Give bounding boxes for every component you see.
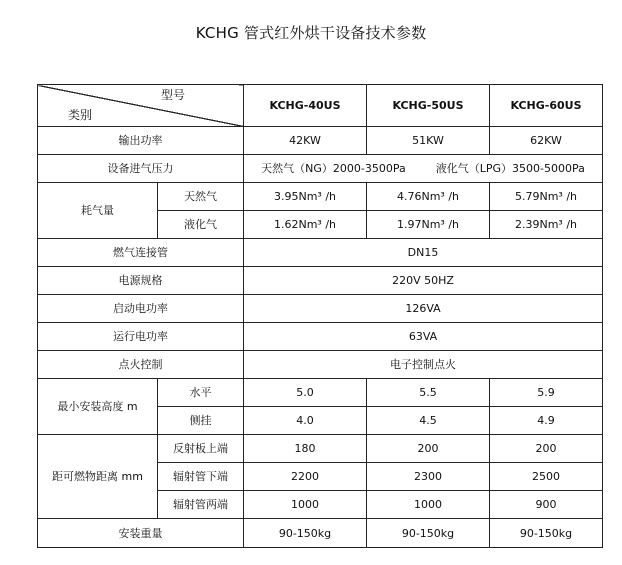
table-row — [38, 155, 603, 183]
table-row — [38, 239, 603, 267]
spec-table — [37, 84, 603, 548]
cell-value: 1.97Nm³ /h — [367, 211, 490, 239]
cell-value: 900 — [490, 491, 603, 519]
cell-value: 200 — [490, 435, 603, 463]
page-title: KCHG 管式红外烘干设备技术参数 — [195, 24, 427, 42]
cell-value: 90-150kg — [244, 519, 367, 548]
cell-value: 电子控制点火 — [244, 351, 603, 379]
row-label-min-height: 最小安装高度 m — [38, 379, 158, 435]
sub-label-tube-bottom: 辐射管下端 — [158, 463, 244, 491]
sub-label-horizontal: 水平 — [158, 379, 244, 407]
cell-value: 62KW — [490, 127, 603, 155]
sub-label-side: 侧挂 — [158, 407, 244, 435]
inlet-pressure-values — [244, 155, 603, 183]
sub-label-lpg: 液化气 — [158, 211, 244, 239]
cell-value: 90-150kg — [367, 519, 490, 548]
table-row — [38, 435, 603, 463]
cell-value: 1000 — [367, 491, 490, 519]
cell-value: 2500 — [490, 463, 603, 491]
cell-value: 51KW — [367, 127, 490, 155]
cell-value: 200 — [367, 435, 490, 463]
cell-value: 4.76Nm³ /h — [367, 183, 490, 211]
cell-value: 2200 — [244, 463, 367, 491]
table-row — [38, 519, 603, 548]
table-row — [38, 323, 603, 351]
cell-value: 5.9 — [490, 379, 603, 407]
cell-value: 2.39Nm³ /h — [490, 211, 603, 239]
row-label-weight: 安装重量 — [38, 519, 244, 548]
row-label-power-supply: 电源规格 — [38, 267, 244, 295]
cell-value: DN15 — [244, 239, 603, 267]
header-diagonal-cell — [38, 85, 244, 127]
table-row — [38, 127, 603, 155]
cell-value: 2300 — [367, 463, 490, 491]
cell-value: 4.0 — [244, 407, 367, 435]
row-label-clearance: 距可燃物距离 mm — [38, 435, 158, 519]
cell-value: 4.9 — [490, 407, 603, 435]
row-label-startup-power: 启动电功率 — [38, 295, 244, 323]
row-label-output-power: 输出功率 — [38, 127, 244, 155]
cell-value: 220V 50HZ — [244, 267, 603, 295]
sub-label-natural-gas: 天然气 — [158, 183, 244, 211]
cell-value: 1000 — [244, 491, 367, 519]
sub-label-reflector-top: 反射板上端 — [158, 435, 244, 463]
cell-value: 5.5 — [367, 379, 490, 407]
table-row — [38, 379, 603, 407]
cell-value: 1.62Nm³ /h — [244, 211, 367, 239]
row-label-consumption: 耗气量 — [38, 183, 158, 239]
cell-value: 63VA — [244, 323, 603, 351]
table-row — [38, 267, 603, 295]
cell-value: 3.95Nm³ /h — [244, 183, 367, 211]
row-label-running-power: 运行电功率 — [38, 323, 244, 351]
cell-value: 5.0 — [244, 379, 367, 407]
cell-value: 126VA — [244, 295, 603, 323]
row-label-gas-connection: 燃气连接管 — [38, 239, 244, 267]
row-label-ignition: 点火控制 — [38, 351, 244, 379]
table-row — [38, 183, 603, 211]
row-label-inlet-pressure: 设备进气压力 — [38, 155, 244, 183]
header-model-40us: KCHG-40US — [244, 85, 367, 127]
header-model-60us: KCHG-60US — [490, 85, 603, 127]
header-category-label: 类别 — [68, 108, 93, 122]
table-row — [38, 295, 603, 323]
cell-value: 4.5 — [367, 407, 490, 435]
header-model-label: 型号 — [160, 88, 185, 102]
cell-value: 5.79Nm³ /h — [490, 183, 603, 211]
sub-label-tube-ends: 辐射管两端 — [158, 491, 244, 519]
inlet-pressure-lpg: 液化气（LPG）3500-5000Pa — [435, 162, 585, 175]
inlet-pressure-ng: 天然气（NG）2000-3500Pa — [261, 162, 406, 175]
header-row — [38, 85, 603, 127]
cell-value: 180 — [244, 435, 367, 463]
cell-value: 90-150kg — [490, 519, 603, 548]
cell-value: 42KW — [244, 127, 367, 155]
header-model-50us: KCHG-50US — [367, 85, 490, 127]
table-row — [38, 351, 603, 379]
